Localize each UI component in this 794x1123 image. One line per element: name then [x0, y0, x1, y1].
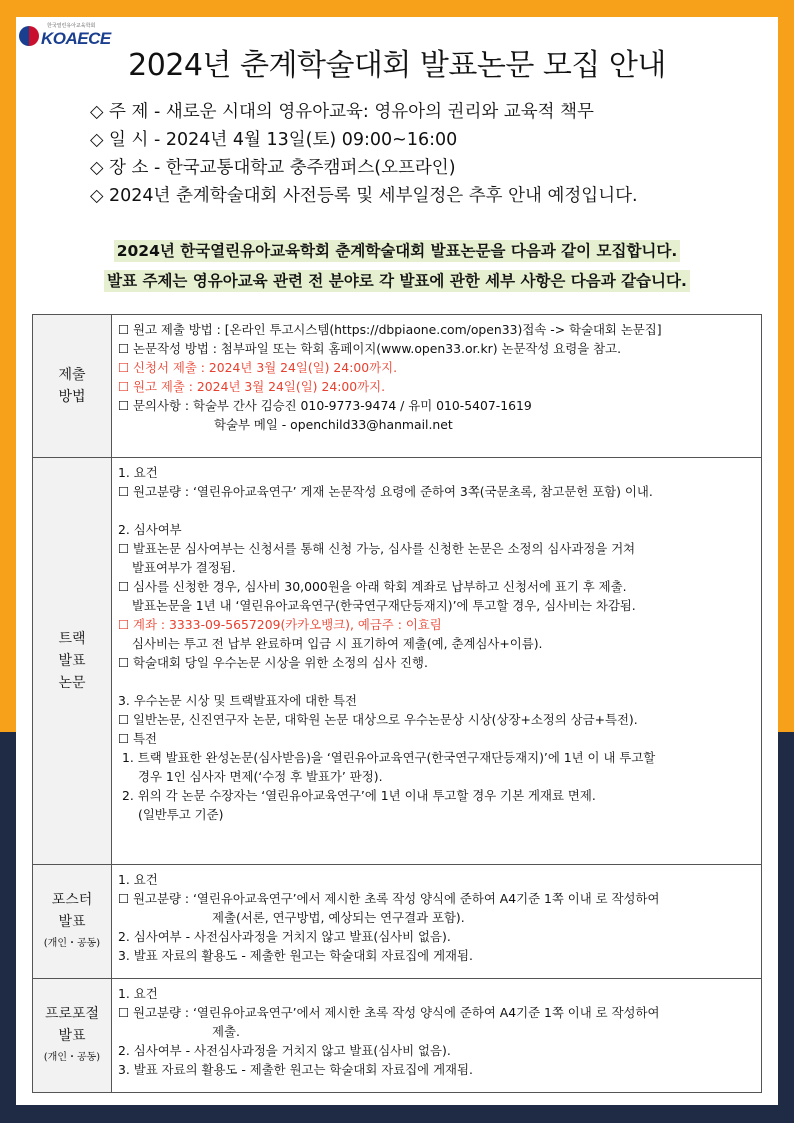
info-theme: ◇ 주 제 - 새로운 시대의 영유아교육: 영유아의 권리와 교육적 책무 — [90, 102, 594, 122]
label-poster-3: (개인・공동) — [43, 937, 101, 949]
content-poster — [112, 865, 762, 979]
track-line: (일반투고 기준) — [138, 807, 224, 822]
label-proposal-2: 발표 — [58, 1027, 86, 1044]
content-proposal — [112, 979, 762, 1093]
track-line: 심사비는 투고 전 납부 완료하며 입금 시 표기하여 제출(예, 춘계심사+이름). — [132, 636, 543, 651]
content-track — [112, 458, 762, 865]
track-line: ☐ 발표논문 심사여부는 신청서를 통해 신청 가능, 심사를 신청한 논문은 소정의 심사과정을 거쳐 — [118, 541, 636, 556]
track-line: ☐ 학술대회 당일 우수논문 시상을 위한 소정의 심사 진행. — [118, 655, 428, 670]
submit-line: ☐ 원고 제출 방법 : [온라인 투고시스템(https://dbpiaone.com/open33)접속 -> 학술대회 논문집] — [118, 322, 662, 337]
label-track-2: 발표 — [58, 653, 86, 669]
details-table — [32, 314, 762, 1093]
poster-line: 3. 발표 자료의 활용도 - 제출한 원고는 학술대회 자료집에 게재됨. — [118, 948, 473, 963]
proposal-line: 2. 심사여부 - 사전심사과정을 거치지 않고 발표(심사비 없음). — [118, 1043, 451, 1058]
label-proposal — [33, 979, 112, 1093]
info-venue: ◇ 장 소 - 한국교통대학교 충주캠퍼스(오프라인) — [90, 158, 456, 178]
track-line: 3. 우수논문 시상 및 트랙발표자에 대한 특전 — [118, 693, 357, 708]
row-submit — [33, 315, 762, 458]
track-line: ☐ 원고분량 : ‘열린유아교육연구’ 게재 논문작성 요령에 준하여 3쪽(국문초록, 참고문헌 포함) 이내. — [118, 484, 653, 499]
track-line: ☐ 일반논문, 신진연구자 논문, 대학원 논문 대상으로 우수논문상 시상(상장+소정의 상금+특전). — [118, 712, 638, 727]
label-proposal-1: 프로포절 — [44, 1005, 100, 1022]
submit-deadline-application: ☐ 신청서 제출 : 2024년 3월 24일(일) 24:00까지. — [118, 360, 398, 375]
label-submit-1: 제출 — [58, 367, 86, 383]
label-poster-1: 포스터 — [51, 891, 93, 908]
label-poster-2: 발표 — [58, 913, 86, 930]
poster-line: ☐ 원고분량 : ‘열린유아교육연구’에서 제시한 초록 작성 양식에 준하여 A4기준 1쪽 이내 로 작성하여 — [118, 891, 660, 906]
poster-line: 2. 심사여부 - 사전심사과정을 거치지 않고 발표(심사비 없음). — [118, 929, 451, 944]
row-proposal — [33, 979, 762, 1093]
proposal-line: 1. 요건 — [118, 986, 158, 1001]
label-track-1: 트랙 — [58, 631, 86, 647]
proposal-line: ☐ 원고분량 : ‘열린유아교육연구’에서 제시한 초록 작성 양식에 준하여 A4기준 1쪽 이내 로 작성하여 — [118, 1005, 660, 1020]
track-line: 2. 심사여부 — [118, 522, 182, 537]
label-submit-2: 방법 — [58, 389, 86, 405]
notice-line-1: 2024년 한국열린유아교육학회 춘계학술대회 발표논문을 다음과 같이 모집합니다. — [114, 240, 681, 262]
submit-contact: ☐ 문의사항 : 학술부 간사 김승진 010-9773-9474 / 유미 010-5407-1619 — [118, 398, 532, 413]
submit-line: ☐ 논문작성 방법 : 첨부파일 또는 학회 홈페이지(www.open33.or.kr) 논문작성 요령을 참고. — [118, 341, 622, 356]
logo-subtext: 한국열린유아교육학회 — [47, 23, 96, 29]
logo-text: KOAECE — [41, 29, 111, 48]
submit-email: 학술부 메일 - openchild33@hanmail.net — [214, 417, 453, 432]
label-proposal-3: (개인・공동) — [43, 1051, 101, 1063]
label-poster — [33, 865, 112, 979]
notice — [0, 236, 794, 296]
poster-line: 제출(서론, 연구방법, 예상되는 연구결과 포함). — [212, 910, 465, 925]
track-line: 발표논문을 1년 내 ‘열린유아교육연구(한국연구재단등재지)’에 투고할 경우, 심사비는 차감됨. — [132, 598, 636, 613]
label-submit — [33, 315, 112, 458]
content-submit — [112, 315, 762, 458]
proposal-line: 제출. — [212, 1024, 240, 1039]
info-date: ◇ 일 시 - 2024년 4월 13일(토) 09:00~16:00 — [90, 130, 458, 150]
row-track — [33, 458, 762, 865]
notice-line-2: 발표 주제는 영유아교육 관련 전 분야로 각 발표에 관한 세부 사항은 다음과 같습니다. — [104, 270, 690, 292]
track-line: 발표여부가 결정됨. — [132, 560, 236, 575]
row-poster — [33, 865, 762, 979]
poster-line: 1. 요건 — [118, 872, 158, 887]
track-line: 1. 요건 — [118, 465, 158, 480]
track-line: ☐ 심사를 신청한 경우, 심사비 30,000원을 아래 학회 계좌로 납부하고 신청서에 표기 후 제출. — [118, 579, 627, 594]
track-bank-account: ☐ 계좌 : 3333-09-5657209(카카오뱅크), 예금주 : 이효림 — [118, 617, 442, 632]
track-line: ☐ 특전 — [118, 731, 157, 746]
track-line: 1. 트랙 발표한 완성논문(심사받음)을 ‘열린유아교육연구(한국연구재단등재지)’에 1년 이 내 투고할 — [122, 750, 656, 765]
label-track — [33, 458, 112, 865]
info-registration: ◇ 2024년 춘계학술대회 사전등록 및 세부일정은 추후 안내 예정입니다. — [90, 186, 638, 206]
submit-deadline-manuscript: ☐ 원고 제출 : 2024년 3월 24일(일) 24:00까지. — [118, 379, 386, 394]
track-line: 2. 위의 각 논문 수장자는 ‘열린유아교육연구’에 1년 이내 투고할 경우 기본 게재료 면제. — [122, 788, 596, 803]
track-line: 경우 1인 심사자 면제(‘수정 후 발표가’ 판정). — [138, 769, 383, 784]
label-track-3: 논문 — [58, 675, 86, 691]
proposal-line: 3. 발표 자료의 활용도 - 제출한 원고는 학술대회 자료집에 게재됨. — [118, 1062, 473, 1077]
event-info — [90, 98, 638, 210]
page-title: 2024년 춘계학술대회 발표논문 모집 안내 — [128, 48, 666, 83]
